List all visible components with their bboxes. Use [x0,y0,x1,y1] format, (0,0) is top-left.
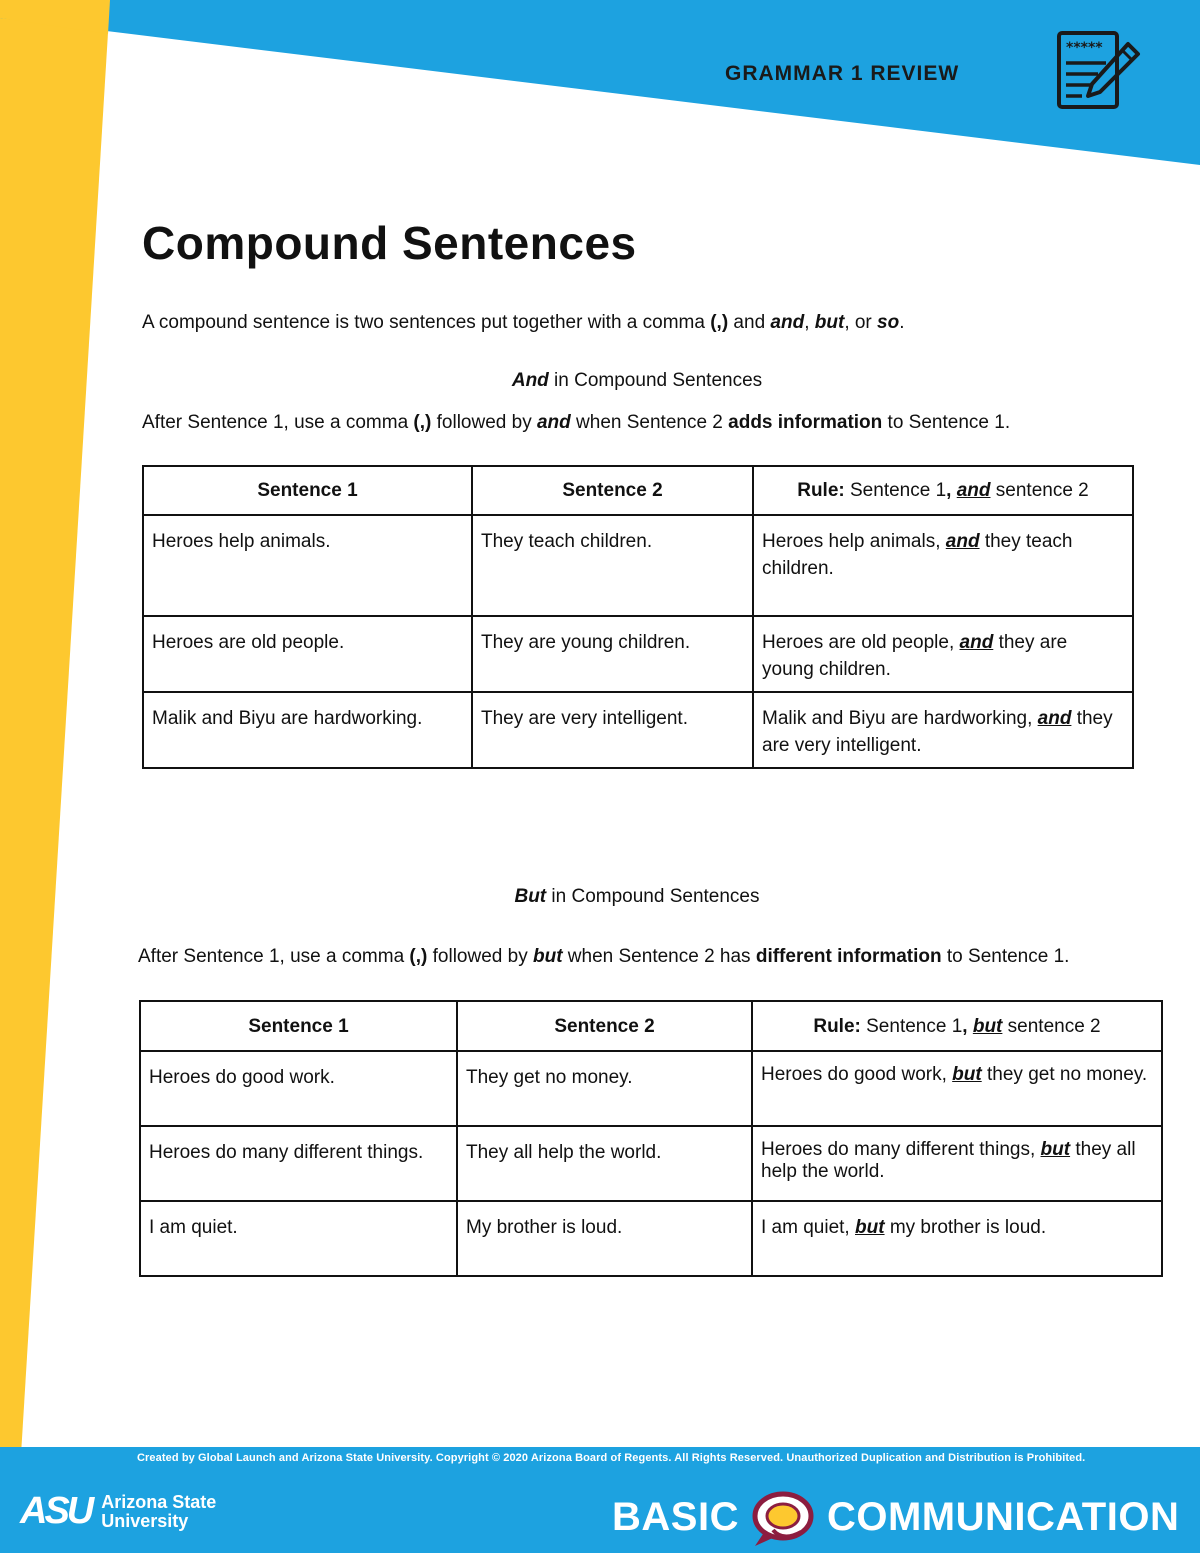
header-rule: Rule: Sentence 1, and sentence 2 [753,466,1133,515]
table-row: Malik and Biyu are hardworking. They are very intelligent. Malik and Biyu are hardworking, and they are very intelligent. [143,692,1133,768]
table-row: Heroes help animals. They teach children. Heroes help animals, and they teach children. [143,515,1133,616]
asu-mark: ASU [20,1490,92,1532]
and-examples-table [142,465,1134,769]
and-rule-text: After Sentence 1, use a comma (,) followed by and when Sentence 2 adds information to Sentence 1. [142,412,1011,433]
and-section-heading: And in Compound Sentences [511,370,763,391]
document-edit-icon [1056,30,1142,110]
page-title: Compound Sentences [142,217,637,269]
header-sentence-2: Sentence 2 [472,466,753,515]
asu-logo [20,1490,216,1533]
basic-communication-logo [612,1486,1179,1548]
copyright-notice: Created by Global Launch and Arizona State University. Copyright © 2020 Arizona Board of Regents. All Rights Reserved. Unauthorized Duplication and Distribution is Prohibited. [137,1452,1086,1464]
yellow-left-band [0,0,110,1553]
intro-definition: A compound sentence is two sentences put together with a comma (,) and and, but, or so. [142,312,905,333]
but-rule-text: After Sentence 1, use a comma (,) followed by but when Sentence 2 has different information to Sentence 1. [138,946,1070,967]
table-header-row [143,466,1133,515]
table-row: Heroes do many different things. They all help the world. Heroes do many different things, but they all help the world. [140,1126,1162,1201]
header-sentence-1: Sentence 1 [143,466,472,515]
but-examples-table [139,1000,1163,1277]
but-section-heading: But in Compound Sentences [514,886,760,907]
asu-name: Arizona State University [101,1491,217,1531]
header-sentence-1: Sentence 1 [140,1001,457,1051]
table-row: Heroes are old people. They are young children. Heroes are old people, and they are young children. [143,616,1133,692]
table-row: I am quiet. My brother is loud. I am quiet, but my brother is loud. [140,1201,1162,1276]
speech-emblem-icon [743,1486,823,1548]
svg-text:*****: ***** [1066,40,1103,56]
blue-top-band [0,0,1200,165]
header-rule: Rule: Sentence 1, but sentence 2 [752,1001,1162,1051]
header-label: GRAMMAR 1 REVIEW [725,62,960,85]
table-row: Heroes do good work. They get no money. Heroes do good work, but they get no money. [140,1051,1162,1126]
brand-word-basic: BASIC [612,1494,739,1539]
brand-word-communication: COMMUNICATION [826,1494,1180,1539]
header-sentence-2: Sentence 2 [457,1001,752,1051]
table-header-row [140,1001,1162,1051]
